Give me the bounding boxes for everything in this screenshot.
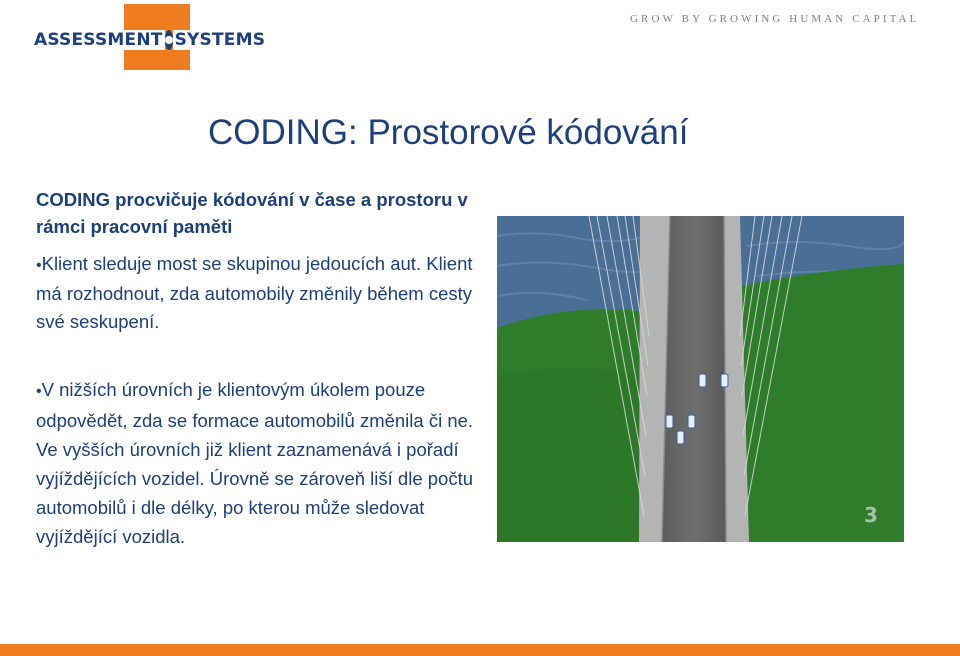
bullet-1 [36,250,476,336]
road [662,216,726,542]
slide-title: CODING: Prostorové kódování [208,113,689,152]
logo-word-assessment: ASSESSMENT [34,30,163,50]
level-number: 3 [864,503,878,527]
bullet-2 [36,375,476,551]
car [666,415,673,428]
bullet-dot: • [36,257,42,274]
car [688,415,695,428]
bullet-1-text: Klient sleduje most se skupinou jedoucích aut. Klient má rozhodnout, zda automobily změnily během cesty své seskupení. [36,253,473,332]
logo-wordmark [34,27,266,53]
bullet-dot: • [36,383,42,400]
logo-word-systems: SYSTEMS [174,30,266,50]
bottom-orange-bar [0,644,960,656]
lead-text: CODING procvičuje kódování v čase a prostoru v rámci pracovní paměti [36,189,468,237]
assessment-systems-logo [34,4,266,72]
grass-shade [497,369,647,543]
bullet-2-text: V nižších úrovních je klientovým úkolem pouze odpovědět, zda se formace automobilů změnila či ne. Ve vyšších úrovních již klient zaznamenává i pořadí vyjíždějících vozidel. Úrovně se zároveň liší dle počtu automobilů i dle délky, po kterou může sledovat vyjíždějící vozidla. [36,379,474,547]
tagline: GROW BY GROWING HUMAN CAPITAL [630,13,920,25]
car [721,374,728,387]
logo-circle-icon [165,30,173,50]
car [677,431,684,444]
car [699,374,706,387]
bridge-game-screenshot [497,216,904,542]
